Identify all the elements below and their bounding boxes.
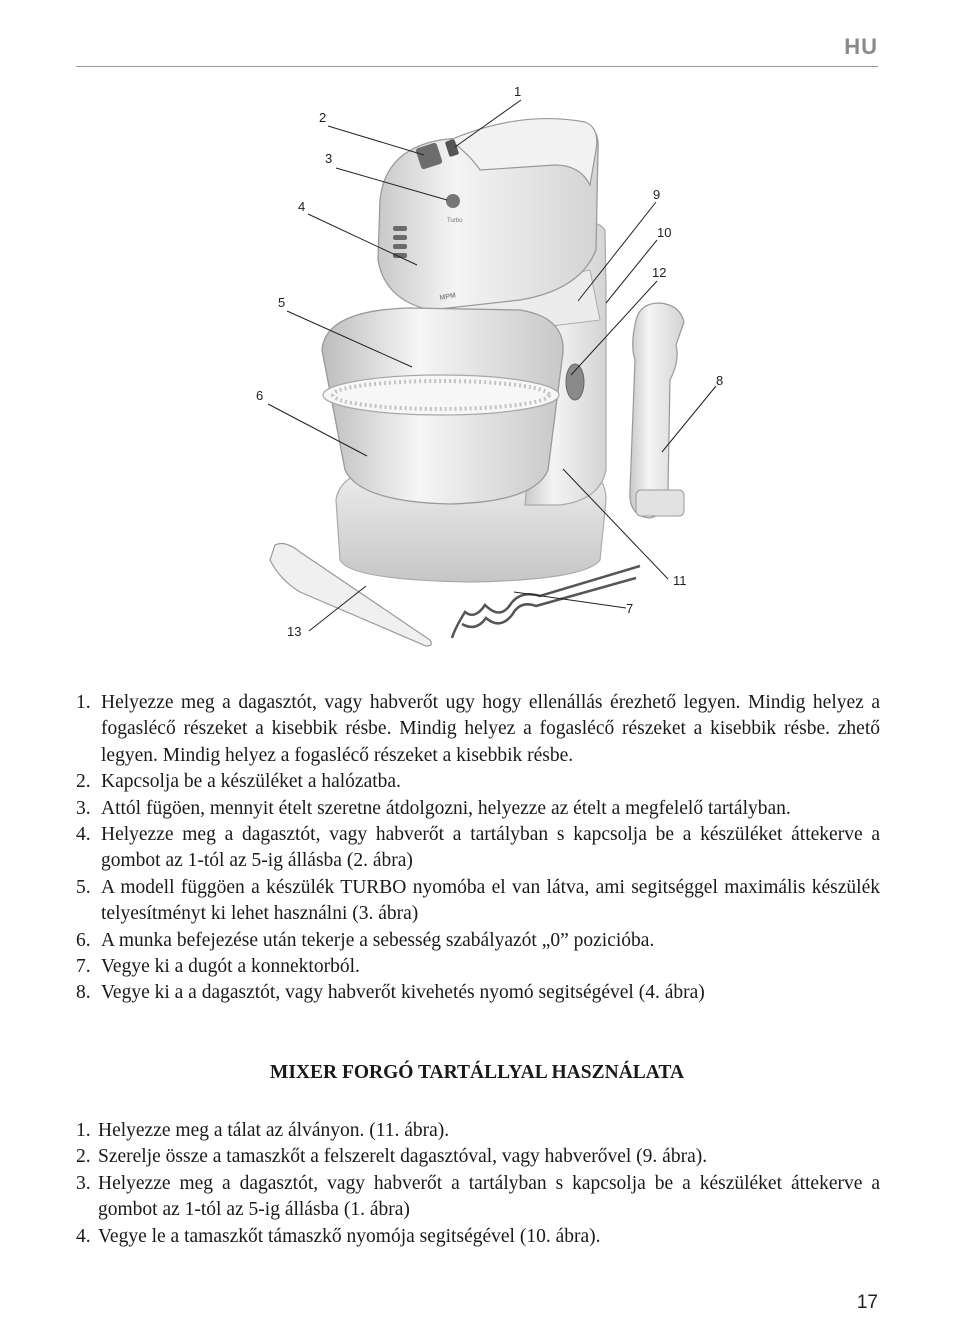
list-item (76, 1224, 880, 1250)
item-number: 8. (76, 982, 91, 1004)
list-item (76, 980, 880, 1006)
callout-3: 3 (325, 151, 333, 166)
item-number: 7. (76, 956, 91, 978)
turbo-button (446, 194, 460, 208)
item-text: Attól fügöen, mennyit ételt szeretne átdolgozni, helyezze az ételt a megfelelő tartályban. (101, 797, 791, 819)
item-number: 3. (76, 1172, 91, 1194)
callout-5: 5 (278, 295, 286, 310)
svg-text:Turbo: Turbo (447, 218, 463, 224)
header-rule (76, 66, 878, 67)
callout-8: 8 (716, 373, 724, 388)
callout-13: 13 (287, 624, 302, 639)
list-item (76, 822, 880, 875)
item-text: Helyezze meg a tálat az álványon. (11. ábra). (98, 1120, 450, 1141)
item-text: A munka befejezése után tekerje a sebesség szabályazót „0” pozicióba. (101, 929, 655, 951)
list-item (76, 954, 880, 980)
page-number: 17 (856, 1292, 878, 1313)
callout-12: 12 (652, 265, 667, 280)
item-text: Helyezze meg a dagasztót, vagy habverőt a tartályban s kapcsolja be a készüléket áttekerve a gombot az 1-tól az 5-ig állásba (2. ábra) (101, 824, 880, 872)
item-text: A modell függöen a készülék TURBO nyomóba el van látva, ami segitséggel maximális készülék telyesítményt ki lehet használni (3. ábra) (101, 876, 880, 925)
callout-1: 1 (514, 84, 522, 99)
tamper-accessory (630, 303, 684, 518)
item-text: Vegye le a tamaszkőt támaszkő nyomója segitségével (10. ábra). (98, 1225, 601, 1247)
item-text: Vegye ki a dugót a konnektorból. (101, 956, 360, 978)
item-number: 1. (76, 1120, 91, 1141)
callout-4: 4 (298, 199, 306, 214)
mixer-drawing (0, 70, 954, 660)
item-number: 5. (76, 876, 91, 898)
item-text: Vegye ki a a dagasztót, vagy habverőt kivehetés nyomó segitségével (4. ábra) (101, 982, 705, 1004)
list-item (76, 769, 880, 795)
item-text: Szerelje össze a tamaszkőt a felszerelt dagasztóval, vagy habverővel (9. ábra). (98, 1146, 708, 1168)
item-text: Kapcsolja be a készüléket a halózatba. (101, 771, 401, 793)
list-item (76, 1144, 880, 1170)
svg-text:MPM: MPM (439, 292, 457, 302)
list-item (76, 1171, 880, 1224)
list-item (76, 796, 880, 822)
item-number: 3. (76, 797, 91, 819)
item-number: 4. (76, 1225, 91, 1247)
callout-7: 7 (626, 601, 634, 616)
item-number: 4. (76, 824, 91, 846)
item-number: 2. (76, 1146, 91, 1168)
list-item (76, 1118, 880, 1144)
item-number: 1. (76, 692, 91, 713)
list-item (76, 690, 880, 769)
callout-6: 6 (256, 388, 264, 403)
item-text: Helyezze meg a dagasztót, vagy habverőt a tartályban s kapcsolja be a készüléket áttekerve a gombot az 1-tól az 5-ig állásba (1. ábra) (98, 1172, 880, 1221)
language-code: HU (844, 34, 878, 59)
section-heading: MIXER FORGÓ TARTÁLLYAL HASZNÁLATA (269, 1062, 685, 1083)
callout-9: 9 (653, 187, 661, 202)
callout-11: 11 (673, 573, 687, 588)
bowl-usage-list (76, 1118, 880, 1250)
instruction-list (76, 690, 880, 1007)
list-item (76, 875, 880, 928)
item-number: 6. (76, 929, 91, 951)
callout-2: 2 (319, 110, 327, 125)
bowl-release-button (566, 364, 584, 400)
item-text: Helyezze meg a dagasztót, vagy habverőt ugy hogy ellenállás érezhető legyen. Mindig helyez a fogaslécő részeket a kisebbik résbe. Mindig helyez a fogaslécő részeket a kisebbik résbe. zhető legyen. Mindig helyez a fogaslécő részeket a kisebbik résbe. (101, 692, 880, 766)
item-number: 2. (76, 771, 91, 793)
callout-10: 10 (657, 225, 672, 240)
list-item (76, 928, 880, 954)
mixer-illustration (0, 70, 954, 660)
